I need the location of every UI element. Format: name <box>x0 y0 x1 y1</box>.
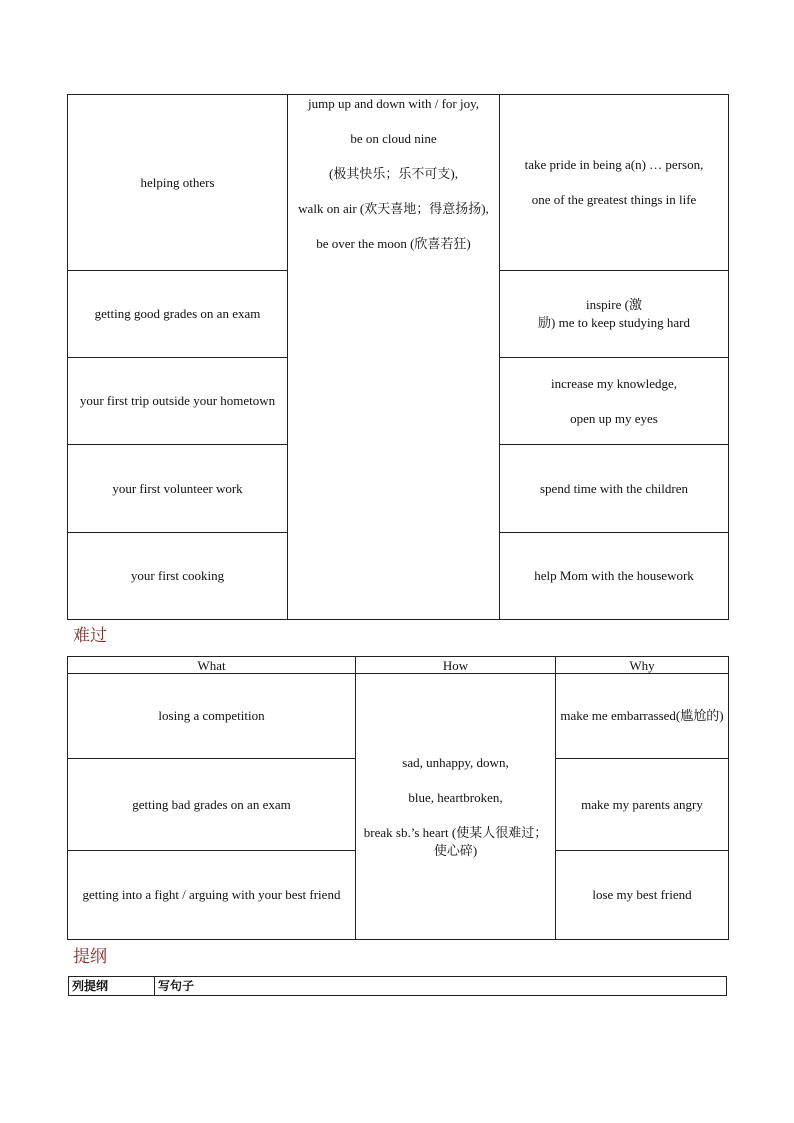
table-cell: getting bad grades on an exam <box>68 759 356 851</box>
why-cell: make my parents angry <box>556 759 729 851</box>
outline-col2: 写句子 <box>155 977 727 996</box>
table-cell: your first trip outside your hometown <box>68 358 288 445</box>
why-line: take pride in being a(n) … person, <box>524 157 704 172</box>
why-cell <box>500 358 729 445</box>
table-cell: your first volunteer work <box>68 445 288 533</box>
table-cell: losing a competition <box>68 674 356 759</box>
why-cell: make me embarrassed(尴尬的) <box>556 674 729 759</box>
why-line: 励) me to keep studying hard <box>538 315 690 330</box>
table-cell: getting into a fight / arguing with your best friend <box>68 851 356 940</box>
how-line: be over the moon (欣喜若狂) <box>316 236 471 251</box>
header-what: What <box>68 657 356 674</box>
outline-col1: 列提纲 <box>69 977 155 996</box>
outline-table <box>68 976 727 996</box>
why-line: spend time with the children <box>539 480 689 496</box>
how-cell <box>356 674 556 940</box>
why-line: help Mom with the housework <box>534 568 694 583</box>
sad-heading: 难过 <box>73 626 107 646</box>
why-line: one of the greatest things in life <box>531 192 697 207</box>
how-line: (极其快乐；乐不可支), <box>329 166 458 181</box>
why-line: inspire (激 <box>586 297 642 312</box>
how-line: jump up and down with / for joy, <box>307 96 480 111</box>
how-cell <box>288 95 500 620</box>
table-cell: helping others <box>68 95 288 271</box>
outline-heading: 提纲 <box>73 947 107 967</box>
how-line: walk on air (欢天喜地；得意扬扬), <box>298 201 489 216</box>
header-why: Why <box>556 657 729 674</box>
why-cell <box>500 271 729 358</box>
how-line: break sb.’s heart (使某人很难过；使心碎) <box>363 824 548 858</box>
why-line: increase my knowledge, <box>551 375 677 391</box>
sad-table <box>67 656 729 940</box>
why-cell: lose my best friend <box>556 851 729 940</box>
why-cell <box>500 95 729 271</box>
table-cell: getting good grades on an exam <box>68 271 288 358</box>
header-how: How <box>356 657 556 674</box>
happy-table <box>67 94 729 620</box>
how-line: be on cloud nine <box>350 131 437 146</box>
how-line: sad, unhappy, down, <box>402 754 509 770</box>
table-cell: your first cooking <box>68 533 288 620</box>
how-line: blue, heartbroken, <box>408 789 503 805</box>
why-cell <box>500 533 729 620</box>
why-cell <box>500 445 729 533</box>
why-line: open up my eyes <box>570 410 658 426</box>
